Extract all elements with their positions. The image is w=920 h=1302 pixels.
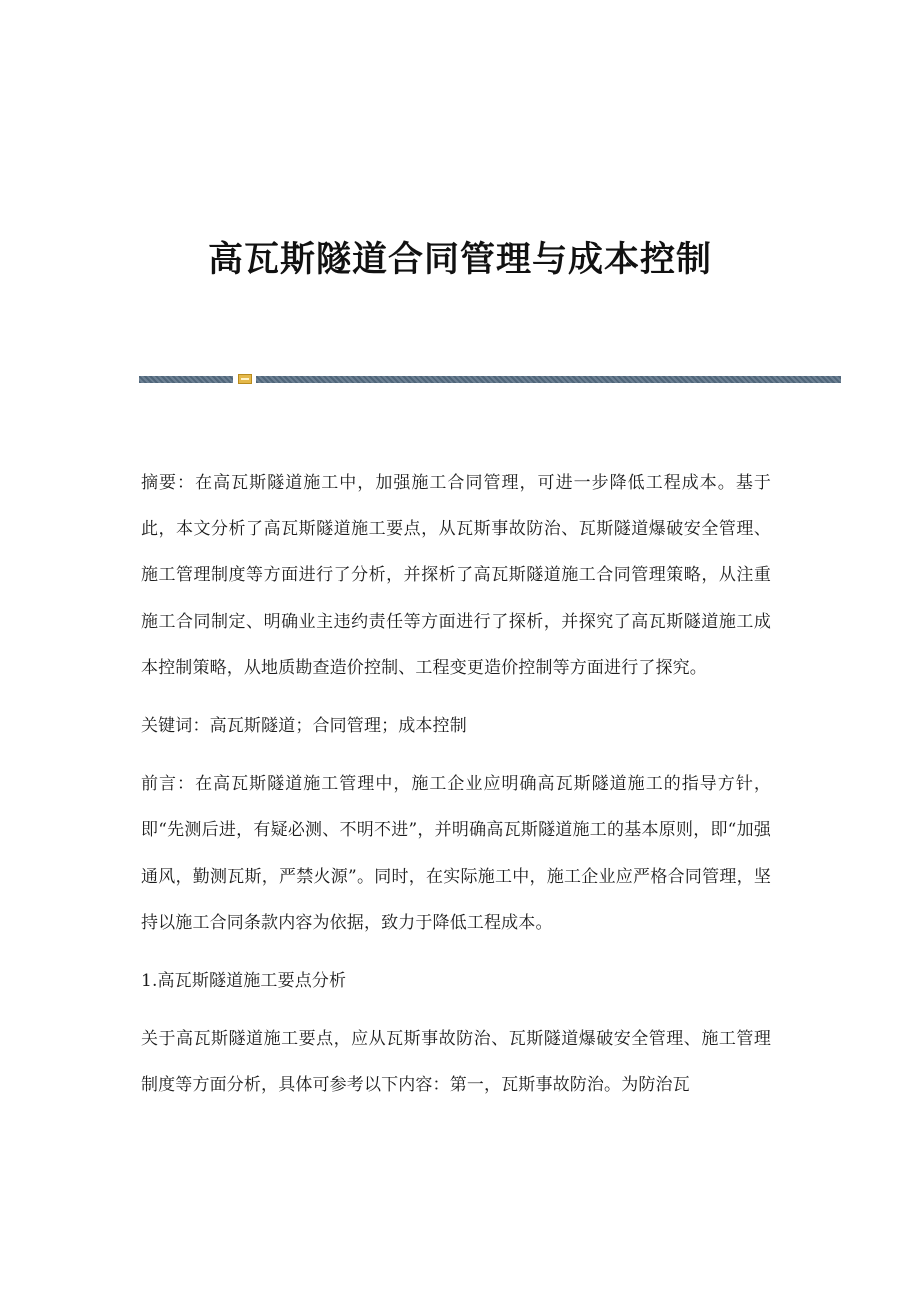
document-body — [141, 460, 771, 1109]
preface-paragraph: 前言：在高瓦斯隧道施工管理中，施工企业应明确高瓦斯隧道施工的指导方针，即“先测后进，有疑必测、不明不进”，并明确高瓦斯隧道施工的基本原则，即“加强通风，勤测瓦斯，严禁火源”。同时，在实际施工中，施工企业应严格合同管理，坚持以施工合同条款内容为依据，致力于降低工程成本。 — [141, 774, 771, 933]
document-title: 高瓦斯隧道合同管理与成本控制 — [207, 239, 712, 281]
keywords-paragraph: 关键词：高瓦斯隧道；合同管理；成本控制 — [141, 716, 467, 737]
divider-ornament-icon — [238, 374, 252, 384]
divider-bar-left — [139, 376, 233, 383]
abstract-paragraph: 摘要：在高瓦斯隧道施工中，加强施工合同管理，可进一步降低工程成本。基于此，本文分析了高瓦斯隧道施工要点，从瓦斯事故防治、瓦斯隧道爆破安全管理、施工管理制度等方面进行了分析，并探析了高瓦斯隧道施工合同管理策略，从注重施工合同制定、明确业主违约责任等方面进行了探析，并探究了高瓦斯隧道施工成本控制策略，从地质勘查造价控制、工程变更造价控制等方面进行了探究。 — [141, 473, 771, 678]
divider-bar-right — [256, 376, 841, 383]
section-heading: 1.高瓦斯隧道施工要点分析 — [141, 971, 347, 992]
title-divider — [139, 374, 841, 384]
section-body-paragraph: 关于高瓦斯隧道施工要点，应从瓦斯事故防治、瓦斯隧道爆破安全管理、施工管理制度等方面分析，具体可参考以下内容：第一，瓦斯事故防治。为防治瓦 — [141, 1029, 771, 1096]
